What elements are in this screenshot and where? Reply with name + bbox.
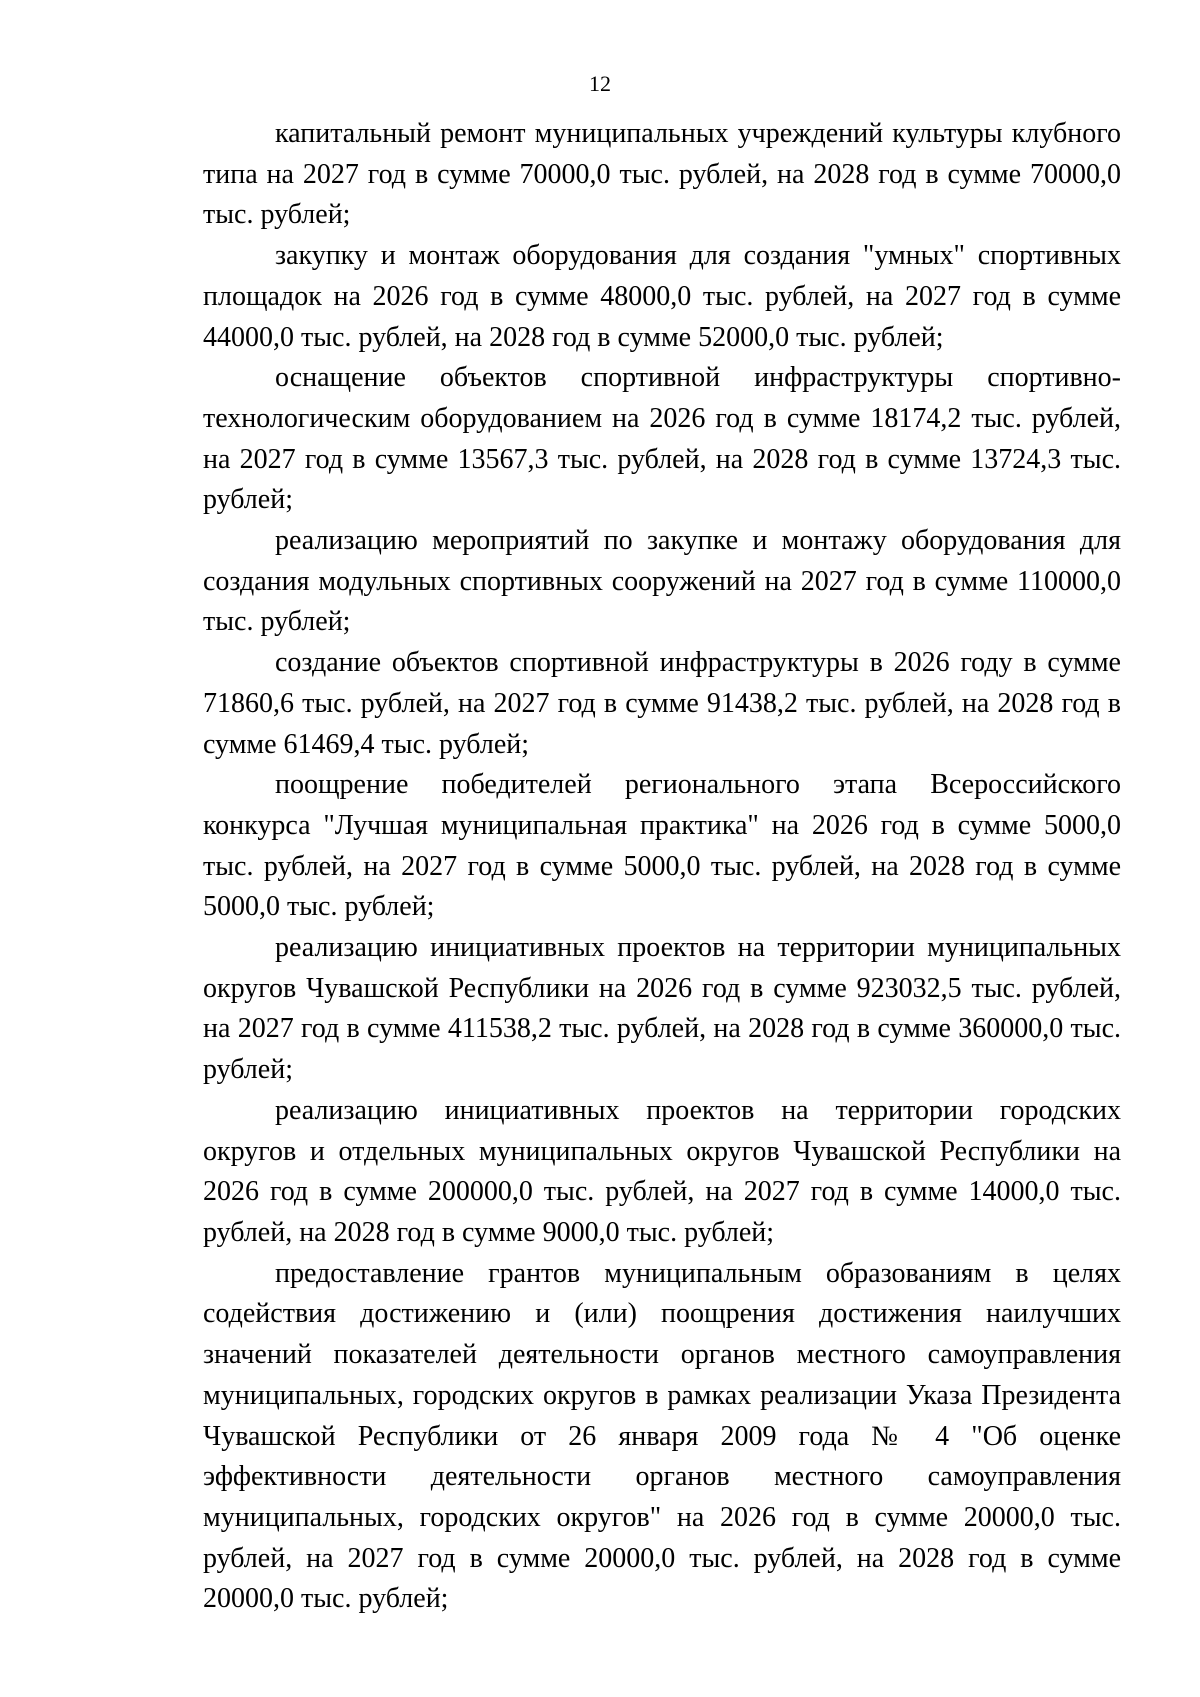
page-number: 12: [589, 71, 611, 96]
paragraph-best-municipal-practice: поощрение победителей регионального этапа Всероссийского конкурса "Лучшая муниципальная практика" на 2026 год в сумме 5000,0 тыс. рублей, на 2027 год в сумме 5000,0 тыс. рублей, на 2028 год в сумме 5000,0 тыс. рублей;: [203, 769, 1121, 923]
paragraph-capital-repair: капитальный ремонт муниципальных учреждений культуры клубного типа на 2027 год в сумме 70000,0 тыс. рублей, на 2028 год в сумме 70000,0 тыс. рублей;: [203, 118, 1121, 231]
paragraph-sports-infrastructure: создание объектов спортивной инфраструктуры в 2026 году в сумме 71860,6 тыс. рублей, на 2027 год в сумме 91438,2 тыс. рублей, на 2028 год в сумме 61469,4 тыс. рублей;: [203, 647, 1121, 760]
paragraph-initiative-projects-urban: реализацию инициативных проектов на территории городских округов и отдельных муниципальных округов Чувашской Республики на 2026 год в сумме 200000,0 тыс. рублей, на 2027 год в сумме 14000,0 тыс. рублей, на 2028 год в сумме 9000,0 тыс. рублей;: [203, 1094, 1121, 1248]
paragraph-modular-sports-facilities: реализацию мероприятий по закупке и монтажу оборудования для создания модульных спортивных сооружений на 2027 год в сумме 110000,0 тыс. рублей;: [203, 525, 1121, 638]
paragraph-grants: предоставление грантов муниципальным образованиям в целях содействия достижению и (или) поощрения достижения наилучших значений показателей деятельности органов местного самоуправления муниципальных, городских округов в рамках реализации Указа Президента Чувашской Республики от 26 января 2009 года № 4 "Об оценке эффективности деятельности органов местного самоуправления муниципальных, городских округов" на 2026 год в сумме 20000,0 тыс. рублей, на 2027 год в сумме 20000,0 тыс. рублей, на 2028 год в сумме 20000,0 тыс. рублей;: [203, 1257, 1121, 1615]
paragraph-sports-equipment: оснащение объектов спортивной инфраструктуры спортивно-технологическим оборудованием на 2026 год в сумме 18174,2 тыс. рублей, на 2027 год в сумме 13567,3 тыс. рублей, на 2028 год в сумме 13724,3 тыс. рублей;: [203, 362, 1121, 516]
paragraph-initiative-projects-municipal: реализацию инициативных проектов на территории муниципальных округов Чувашской Республики на 2026 год в сумме 923032,5 тыс. рублей, на 2027 год в сумме 411538,2 тыс. рублей, на 2028 год в сумме 360000,0 тыс. рублей;: [203, 932, 1121, 1086]
paragraph-smart-sports-grounds: закупку и монтаж оборудования для создания "умных" спортивных площадок на 2026 год в сумме 48000,0 тыс. рублей, на 2027 год в сумме 44000,0 тыс. рублей, на 2028 год в сумме 52000,0 тыс. рублей;: [203, 240, 1121, 353]
document-body: [203, 114, 1121, 1620]
